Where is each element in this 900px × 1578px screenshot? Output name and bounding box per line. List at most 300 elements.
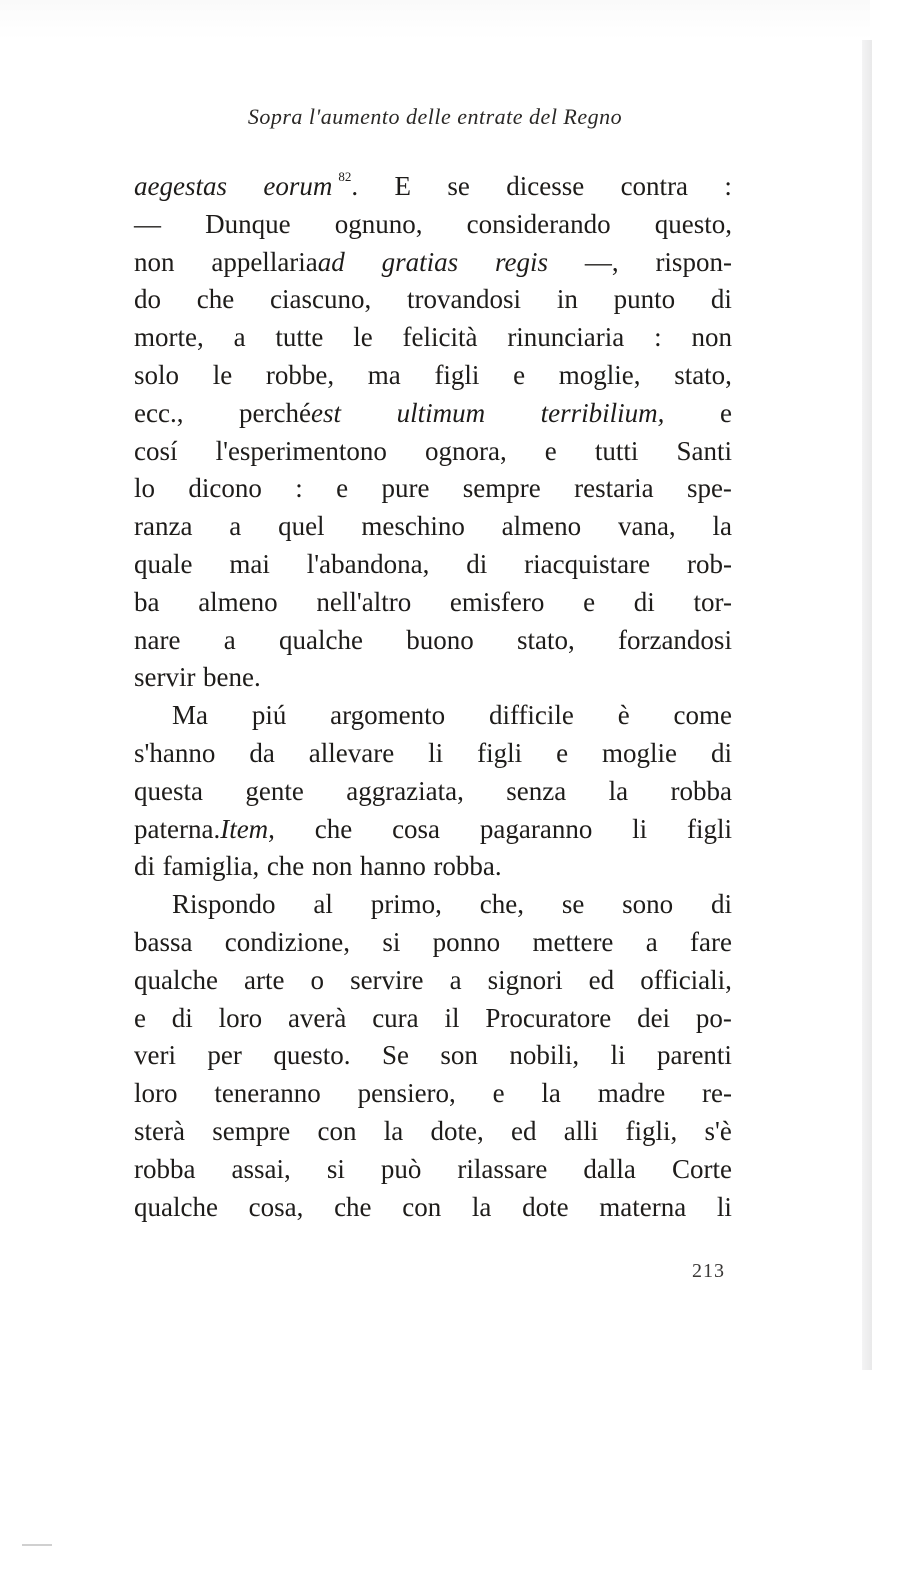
word xyxy=(134,1151,195,1189)
word xyxy=(466,546,487,584)
word-part: figli xyxy=(687,813,732,844)
word-part: rob- xyxy=(686,548,732,579)
word xyxy=(163,848,260,886)
word xyxy=(488,962,563,1000)
word-part: che xyxy=(314,813,353,844)
word-part: dalla xyxy=(583,1153,636,1184)
word-part: mettere xyxy=(532,926,614,957)
word xyxy=(134,395,183,433)
text-line xyxy=(134,811,732,849)
word xyxy=(434,357,479,395)
word-part: per xyxy=(207,1040,242,1071)
word xyxy=(229,546,270,584)
word-part: bene. xyxy=(203,662,261,693)
word xyxy=(428,735,443,773)
word xyxy=(244,962,284,1000)
word xyxy=(402,1189,441,1227)
word xyxy=(134,1075,178,1113)
word xyxy=(472,1189,492,1227)
word xyxy=(382,244,459,282)
page-top-shadow xyxy=(0,0,870,40)
word xyxy=(674,357,732,395)
word-part: loro xyxy=(134,1078,178,1109)
word-part: cosa xyxy=(392,813,441,844)
word-part: sempre xyxy=(462,473,541,504)
word xyxy=(346,773,464,811)
text-line xyxy=(134,962,732,1000)
word xyxy=(702,1075,732,1113)
word xyxy=(134,470,155,508)
text-line xyxy=(134,1000,732,1038)
word xyxy=(372,1000,418,1038)
word-part: questo. xyxy=(273,1040,351,1071)
word xyxy=(368,357,401,395)
word-part: dote xyxy=(522,1191,569,1222)
word xyxy=(598,1075,665,1113)
word xyxy=(213,357,233,395)
word xyxy=(330,697,445,735)
body-text xyxy=(134,168,732,1226)
word xyxy=(266,357,334,395)
word xyxy=(433,848,501,886)
word xyxy=(382,924,400,962)
word-part: robbe, xyxy=(265,359,335,390)
word-part: arte xyxy=(244,964,285,995)
word xyxy=(509,1037,579,1075)
word xyxy=(564,1113,599,1151)
text-line xyxy=(134,659,732,697)
word-part: stato, xyxy=(674,359,732,390)
word xyxy=(541,395,665,433)
word xyxy=(249,1189,304,1227)
word-part: solo xyxy=(134,359,180,390)
word xyxy=(172,886,276,924)
word xyxy=(545,433,557,471)
word-part: e xyxy=(336,473,349,504)
word-part: l'esperimentono xyxy=(215,435,387,466)
text-line xyxy=(134,1189,732,1227)
word xyxy=(371,886,442,924)
word-part: contra xyxy=(620,171,689,201)
word xyxy=(407,281,521,319)
text-line xyxy=(134,924,732,962)
word-part: gratias xyxy=(381,246,459,277)
word xyxy=(134,735,215,773)
word xyxy=(134,357,179,395)
word-part: robba. xyxy=(433,851,502,882)
text-line xyxy=(134,395,732,433)
text-line xyxy=(134,622,732,660)
word-part: cosa, xyxy=(248,1191,304,1222)
word xyxy=(239,395,341,433)
word xyxy=(463,470,541,508)
word xyxy=(611,1037,626,1075)
word-part: sono xyxy=(622,889,674,920)
word-part: emisfero xyxy=(449,586,545,617)
word-part: po- xyxy=(695,1002,732,1033)
word xyxy=(687,546,732,584)
word xyxy=(134,433,178,471)
word xyxy=(506,168,584,206)
word-part: nobili, xyxy=(509,1040,580,1071)
word xyxy=(626,1113,678,1151)
word-part: di xyxy=(710,284,732,315)
word xyxy=(583,1151,635,1189)
word-part: e xyxy=(720,397,732,428)
word xyxy=(430,1113,483,1151)
text-line xyxy=(134,357,732,395)
word-part: riacquistare xyxy=(524,548,651,579)
word xyxy=(583,584,595,622)
word xyxy=(502,508,581,546)
word-part: che xyxy=(266,851,305,882)
word-part: come xyxy=(673,700,732,731)
word xyxy=(232,1151,291,1189)
running-head: Sopra l'aumento delle entrate del Regno xyxy=(247,104,623,129)
word-part: eorum xyxy=(263,171,333,201)
word-part: assai, xyxy=(231,1153,291,1184)
text-line xyxy=(134,546,732,584)
word xyxy=(134,1189,218,1227)
word-part: gente xyxy=(245,775,304,806)
word-part: ciascuno, xyxy=(270,284,372,315)
word xyxy=(134,811,275,849)
word xyxy=(495,244,548,282)
word-part: questa xyxy=(134,775,203,806)
word xyxy=(507,319,624,357)
word-part: di xyxy=(710,889,732,920)
word-part: restaria xyxy=(574,473,654,504)
text-line xyxy=(134,1075,732,1113)
word-part: la xyxy=(712,511,732,542)
word-part: la xyxy=(608,775,629,806)
word-part: la xyxy=(541,1078,561,1109)
word-part: li xyxy=(610,1040,626,1071)
word-part: almeno xyxy=(198,586,278,617)
word xyxy=(618,697,630,735)
word xyxy=(381,470,429,508)
word-part: da xyxy=(249,737,275,768)
word xyxy=(134,206,161,244)
word xyxy=(397,395,486,433)
word xyxy=(224,622,236,660)
footnote-marker: 82 xyxy=(338,169,352,184)
word-part: Corte xyxy=(671,1153,732,1184)
word-part: dote, xyxy=(430,1115,484,1146)
word-part: pagaranno xyxy=(479,813,593,844)
word-part: qualche xyxy=(134,964,218,995)
word xyxy=(450,584,544,622)
word xyxy=(134,622,180,660)
word xyxy=(353,319,373,357)
word-part: le xyxy=(212,359,233,390)
word xyxy=(307,546,430,584)
word-part: officiali, xyxy=(640,964,732,995)
word xyxy=(480,811,592,849)
word xyxy=(270,281,371,319)
word xyxy=(676,433,732,471)
word-part: aggraziata, xyxy=(346,775,464,806)
word xyxy=(134,319,204,357)
word xyxy=(557,281,578,319)
word-part: di xyxy=(633,586,655,617)
word xyxy=(172,697,208,735)
word xyxy=(219,1000,263,1038)
word-part: ognora, xyxy=(424,435,507,466)
word-part: terribilium, xyxy=(540,397,665,428)
word xyxy=(694,584,732,622)
word xyxy=(134,1037,176,1075)
word-part: questo, xyxy=(654,208,732,239)
word-part: veri xyxy=(134,1040,176,1071)
text-line xyxy=(134,433,732,471)
word xyxy=(506,773,566,811)
word-part: Item, xyxy=(220,813,275,844)
word-part: ed xyxy=(511,1115,537,1146)
word-part: —, xyxy=(584,246,619,277)
word xyxy=(313,886,333,924)
word-part: s'hanno xyxy=(134,737,216,768)
word-part: può xyxy=(380,1153,422,1184)
word xyxy=(360,848,426,886)
text-line xyxy=(134,886,732,924)
word xyxy=(317,1113,356,1151)
word-part: : xyxy=(654,322,662,353)
word xyxy=(172,1000,193,1038)
word xyxy=(188,470,262,508)
word-part: allevare xyxy=(308,737,395,768)
word-part: aegestas xyxy=(134,171,227,201)
word xyxy=(585,244,619,282)
word-part: e xyxy=(513,359,526,390)
word-part: o xyxy=(310,964,325,995)
word xyxy=(234,319,246,357)
word xyxy=(485,1000,611,1038)
word-part: difficile xyxy=(488,700,574,731)
word-part: con xyxy=(317,1115,357,1146)
word-part: trovandosi xyxy=(407,284,522,315)
word-part: se xyxy=(447,171,470,201)
word-part: son xyxy=(440,1040,478,1071)
word xyxy=(609,773,629,811)
word xyxy=(197,281,234,319)
word-part: est xyxy=(310,397,341,428)
word xyxy=(646,924,658,962)
word xyxy=(134,508,192,546)
word-part: di xyxy=(710,737,732,768)
word-part: a xyxy=(233,322,246,353)
word-part: primo, xyxy=(370,889,442,920)
word xyxy=(335,206,423,244)
word-part: rilassare xyxy=(457,1153,548,1184)
text-line xyxy=(134,1151,732,1189)
word-part: e xyxy=(134,1002,146,1033)
word xyxy=(312,848,353,886)
word xyxy=(691,319,732,357)
word-part: hanno xyxy=(359,851,426,882)
word xyxy=(134,924,192,962)
word-part: a xyxy=(645,926,658,957)
text-line xyxy=(134,508,732,546)
word-part: sempre xyxy=(212,1115,291,1146)
word-part: a xyxy=(223,624,236,655)
word xyxy=(632,811,647,849)
word-part: mai xyxy=(229,548,270,579)
word xyxy=(559,357,641,395)
word xyxy=(252,697,287,735)
word xyxy=(309,735,394,773)
word xyxy=(384,1113,404,1151)
word-part: sterà xyxy=(134,1115,185,1146)
word xyxy=(229,508,241,546)
word-part: buono xyxy=(406,624,474,655)
word-part: se xyxy=(561,889,585,920)
word-part: di xyxy=(466,548,488,579)
word xyxy=(618,622,732,660)
word-part: . xyxy=(351,171,359,201)
word xyxy=(517,622,575,660)
word-part: figli xyxy=(434,359,480,390)
word-part: li xyxy=(716,1191,732,1222)
word xyxy=(207,1037,241,1075)
word xyxy=(327,1151,345,1189)
word-part: ad xyxy=(317,246,345,277)
word xyxy=(717,1189,732,1227)
word xyxy=(614,281,676,319)
word-part: regis xyxy=(495,246,548,277)
word-part: senza xyxy=(506,775,567,806)
word-part: ed xyxy=(588,964,615,995)
word-part: meschino xyxy=(361,511,465,542)
word xyxy=(403,319,478,357)
word-part: parenti xyxy=(656,1040,732,1071)
word-part: figli, xyxy=(625,1115,678,1146)
word xyxy=(134,546,192,584)
word-part: e xyxy=(556,737,569,768)
word xyxy=(311,962,325,1000)
word xyxy=(595,433,639,471)
word xyxy=(672,1151,732,1189)
text-line xyxy=(134,319,732,357)
word-part: madre xyxy=(597,1078,666,1109)
word-part: tutti xyxy=(594,435,639,466)
word xyxy=(447,168,470,206)
word-part: materna xyxy=(599,1191,687,1222)
word-part: felicità xyxy=(402,322,478,353)
word xyxy=(134,168,227,206)
word xyxy=(225,924,350,962)
word xyxy=(263,168,358,206)
word xyxy=(394,168,411,206)
word-part: pure xyxy=(381,473,430,504)
word xyxy=(696,1000,732,1038)
word-part: famiglia, xyxy=(162,851,260,882)
word-part: : xyxy=(295,473,303,504)
word xyxy=(622,886,673,924)
word-part: — xyxy=(134,208,161,239)
word xyxy=(511,1113,536,1151)
word xyxy=(467,206,611,244)
word xyxy=(198,584,277,622)
word xyxy=(273,1037,350,1075)
word xyxy=(574,470,653,508)
word xyxy=(212,1113,290,1151)
word xyxy=(406,622,474,660)
word xyxy=(334,1189,371,1227)
word xyxy=(295,470,303,508)
word-part: ultimum xyxy=(396,397,486,428)
word-part: qualche xyxy=(278,624,363,655)
word xyxy=(358,1075,456,1113)
word-part: pensiero, xyxy=(357,1078,456,1109)
text-line xyxy=(134,281,732,319)
word-part: rinunciaria xyxy=(507,322,625,353)
word-part: le xyxy=(353,322,373,353)
word xyxy=(457,1151,547,1189)
word xyxy=(134,281,161,319)
word xyxy=(214,1075,320,1113)
word xyxy=(674,697,732,735)
word xyxy=(493,1075,505,1113)
word xyxy=(134,1000,146,1038)
word xyxy=(705,1113,732,1151)
word-part: la xyxy=(471,1191,492,1222)
word-part: ma xyxy=(367,359,401,390)
word-part: a xyxy=(449,964,462,995)
word xyxy=(315,811,352,849)
word-part: si xyxy=(382,926,401,957)
word xyxy=(216,433,387,471)
word xyxy=(134,584,159,622)
word-part: ba xyxy=(134,586,160,617)
word-part: non xyxy=(691,322,732,353)
word-part: dicesse xyxy=(506,171,585,201)
word-part: paterna. xyxy=(134,813,221,844)
text-line xyxy=(134,584,732,622)
word xyxy=(654,319,662,357)
word-part: re- xyxy=(702,1078,732,1109)
word xyxy=(657,1037,732,1075)
text-line xyxy=(134,697,732,735)
word xyxy=(711,281,732,319)
word-part: vana, xyxy=(617,511,676,542)
word-part: appellaria xyxy=(211,246,318,277)
word-part: moglie, xyxy=(558,359,641,390)
word xyxy=(589,962,614,1000)
word xyxy=(690,924,732,962)
word-part: rispon- xyxy=(655,246,732,277)
word xyxy=(637,1000,670,1038)
page-number: 213 xyxy=(692,1260,725,1282)
word-part: Se xyxy=(381,1040,409,1071)
word-part: Santi xyxy=(676,435,732,466)
word xyxy=(245,773,303,811)
word-part: fare xyxy=(690,926,732,957)
word xyxy=(450,962,462,1000)
word-part: nell'altro xyxy=(316,586,412,617)
word xyxy=(249,735,274,773)
text-line xyxy=(134,1037,732,1075)
word-part: il xyxy=(444,1002,460,1033)
word-part: : xyxy=(724,171,732,201)
word xyxy=(720,395,732,433)
word-part: che xyxy=(334,1191,372,1222)
word xyxy=(444,1000,459,1038)
word-part: che, xyxy=(479,889,524,920)
word-part: forzandosi xyxy=(617,624,732,655)
word-part: li xyxy=(428,737,444,768)
word-part: dicono xyxy=(188,473,262,504)
